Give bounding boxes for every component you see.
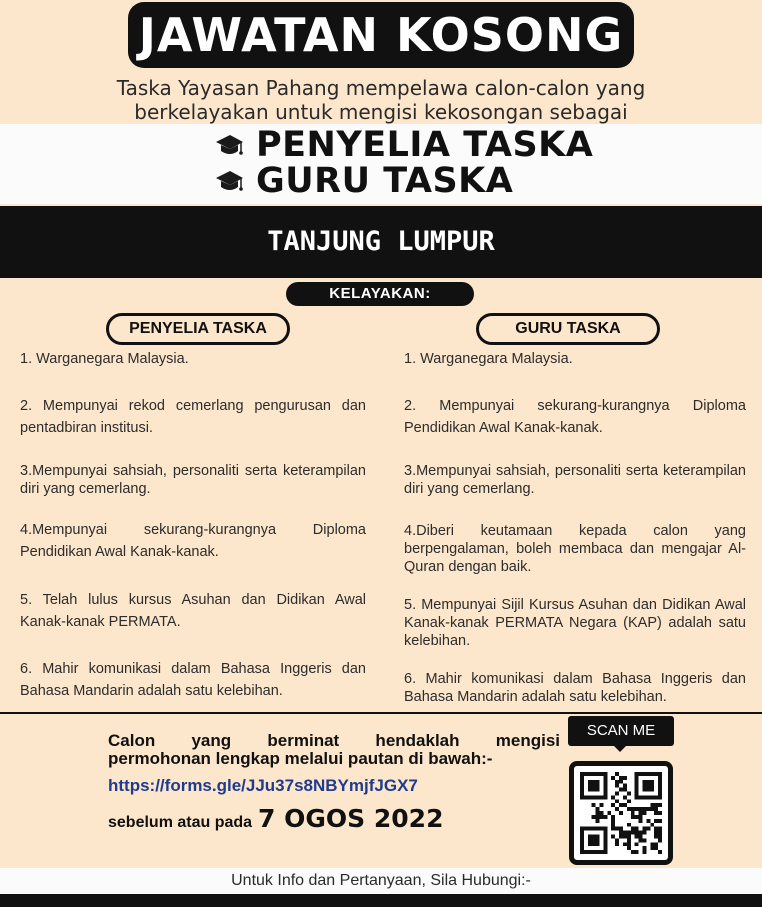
qualification-item: 2. Mempunyai rekod cemerlang pengurusan dan pentadbiran institusi. <box>20 398 366 436</box>
qualification-item: 6. Mahir komunikasi dalam Bahasa Inggeris dan Bahasa Mandarin adalah satu kelebihan. <box>20 661 366 699</box>
qualification-item: 2. Mempunyai sekurang-kurangnya Diploma Pendidikan Awal Kanak-kanak. <box>404 398 746 436</box>
intro-line-2: berkelayakan untuk mengisi kekosongan sebagai <box>134 100 628 124</box>
deadline <box>108 804 443 833</box>
application-form-link[interactable]: https://forms.gle/JJu37s8NBYmjfJGX7 <box>108 776 418 795</box>
position-item <box>214 162 513 200</box>
qualifications-heading: KELAYAKAN: <box>286 282 474 306</box>
qualification-item: 4.Diberi keutamaan kepada calon yang berpengalaman, boleh membaca dan mengajar Al-Quran dengan baik. <box>404 523 746 575</box>
qualification-item: 5. Telah lulus kursus Asuhan dan Didikan Awal Kanak-kanak PERMATA. <box>20 592 366 630</box>
bottom-bar <box>0 894 762 907</box>
qualification-item: 1. Warganegara Malaysia. <box>20 351 189 367</box>
qualification-item: 3.Mempunyai sahsiah, personaliti serta keterampilan diri yang cemerlang. <box>20 463 366 497</box>
scan-me-pointer <box>612 744 628 752</box>
scan-me-label: SCAN ME <box>568 716 674 746</box>
qualification-item: 4.Mempunyai sekurang-kurangnya Diploma Pendidikan Awal Kanak-kanak. <box>20 522 366 560</box>
intro-line-1: Taska Yayasan Pahang mempelawa calon-calon yang <box>116 76 646 100</box>
qualification-item: 6. Mahir komunikasi dalam Bahasa Inggeris dan Bahasa Mandarin adalah satu kelebihan. <box>404 671 746 705</box>
qualification-item: 5. Mempunyai Sijil Kursus Asuhan dan Didikan Awal Kanak-kanak PERMATA Negara (KAP) adalah satu kelebihan. <box>404 597 746 649</box>
qualification-item: 3.Mempunyai sahsiah, personaliti serta keterampilan diri yang cemerlang. <box>404 463 746 497</box>
column-title-penyelia: PENYELIA TASKA <box>106 313 290 345</box>
deadline-prefix: sebelum atau pada <box>108 814 253 831</box>
deadline-date: 7 OGOS 2022 <box>258 804 444 833</box>
column-title-guru: GURU TASKA <box>476 313 660 345</box>
position-item <box>214 126 593 164</box>
section-divider <box>0 712 762 714</box>
location-banner: TANJUNG LUMPUR <box>0 206 762 278</box>
position-label: PENYELIA TASKA <box>256 125 594 165</box>
page-title: JAWATAN KOSONG <box>128 2 634 68</box>
contact-info-text: Untuk Info dan Pertanyaan, Sila Hubungi:- <box>0 868 762 894</box>
position-label: GURU TASKA <box>256 161 514 201</box>
graduation-cap-icon <box>214 132 244 158</box>
intro-text <box>0 76 762 124</box>
apply-instruction-line-1: Calon yang berminat hendaklah mengisi <box>108 731 560 750</box>
qr-code-icon <box>580 772 662 854</box>
qr-code[interactable] <box>569 761 673 865</box>
qualification-item: 1. Warganegara Malaysia. <box>404 351 573 367</box>
apply-instruction-line-2: permohonan lengkap melalui pautan di bawah:- <box>108 749 493 768</box>
graduation-cap-icon <box>214 168 244 194</box>
logo-fragment-icon <box>58 0 98 4</box>
